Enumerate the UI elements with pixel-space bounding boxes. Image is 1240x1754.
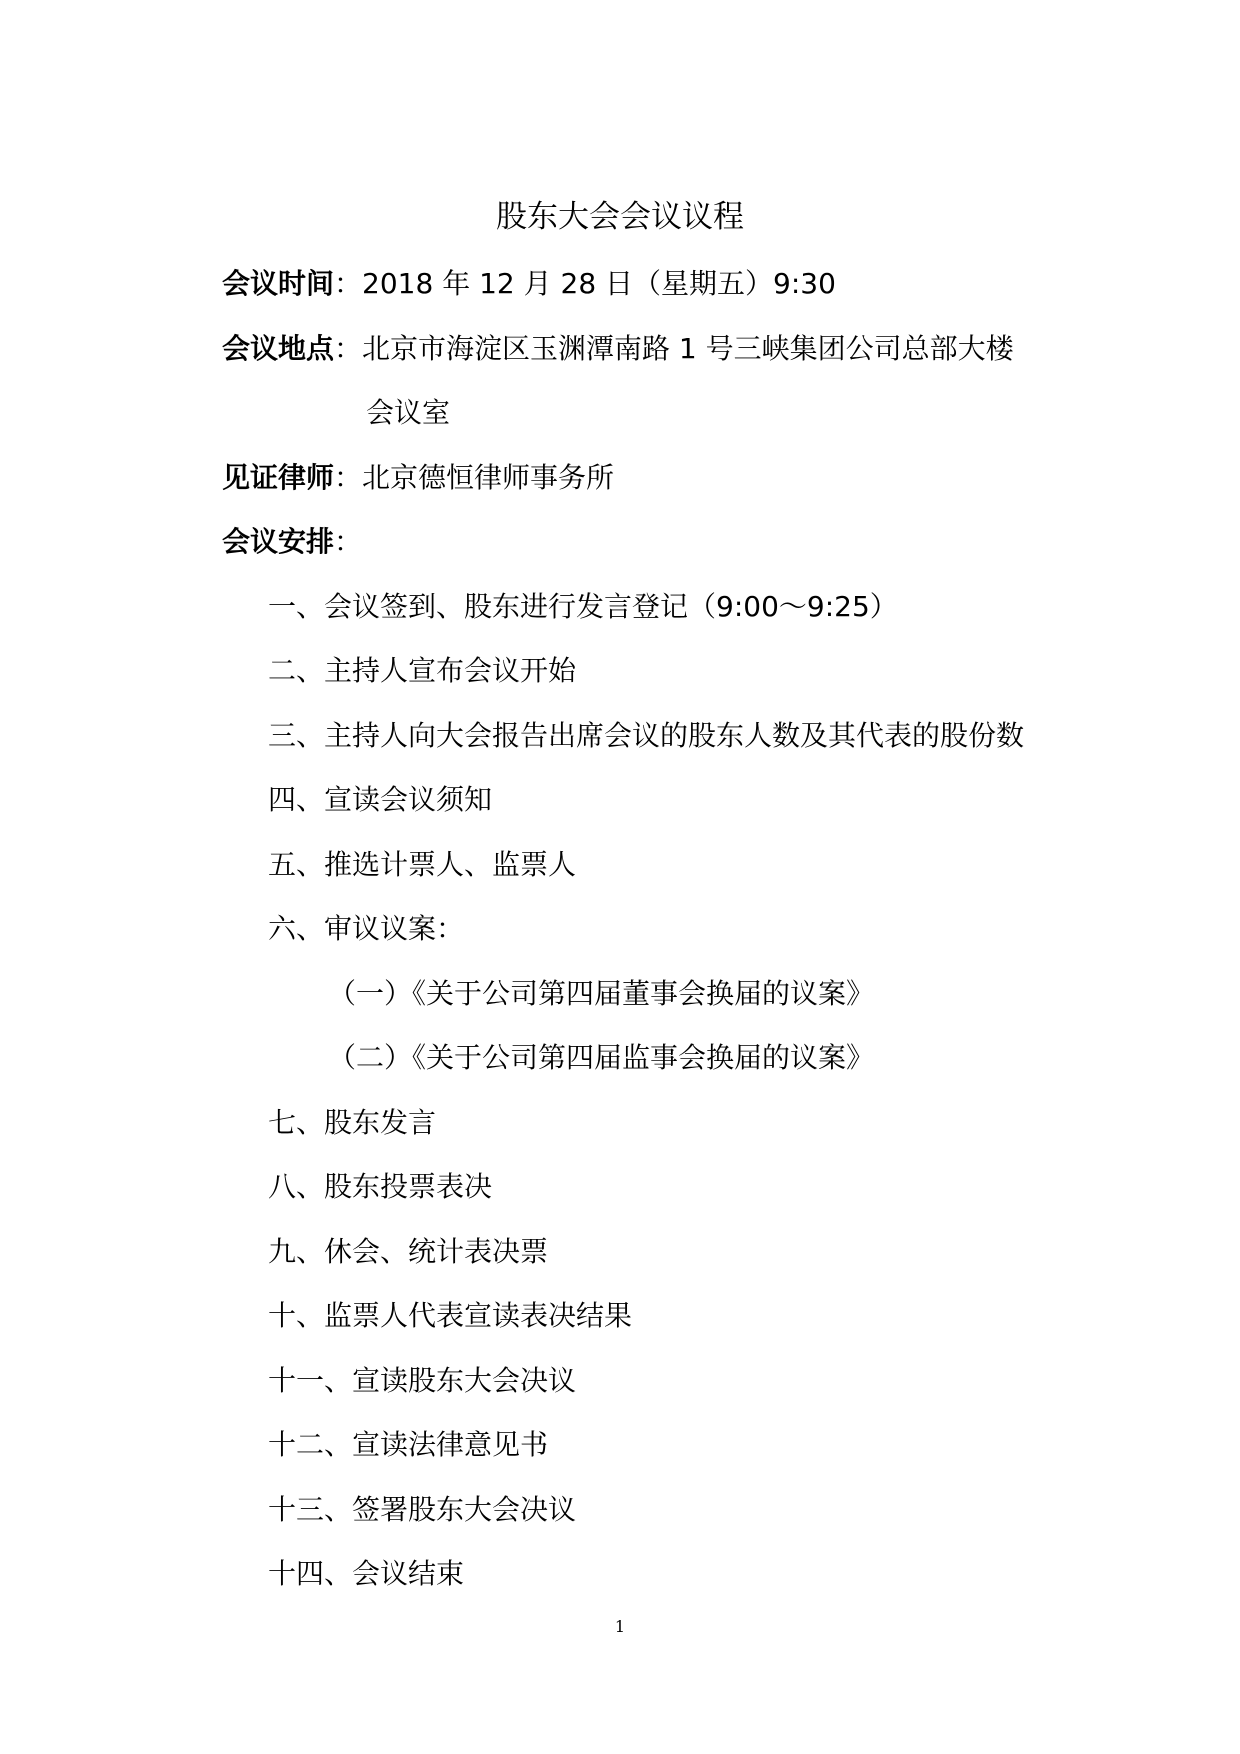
witness-lawyer-separator: ： <box>334 461 363 494</box>
agenda-item: 三、主持人向大会报告出席会议的股东人数及其代表的股份数 <box>268 719 1025 752</box>
agenda-item: 二、主持人宣布会议开始 <box>268 654 577 687</box>
witness-lawyer-row <box>222 458 614 498</box>
agenda-item: 九、休会、统计表决票 <box>268 1235 549 1268</box>
meeting-place-row <box>222 329 1014 369</box>
meeting-time-separator: ： <box>334 267 363 300</box>
meeting-place-value: 北京市海淀区玉渊潭南路 1 号三峡集团公司总部大楼 <box>362 332 1014 365</box>
meeting-place-continuation: 会议室 <box>366 396 451 429</box>
agenda-item: 十、监票人代表宣读表决结果 <box>268 1299 633 1332</box>
meeting-time-value: 2018 年 12 月 28 日（星期五）9:30 <box>362 267 836 300</box>
arrangement-label: 会议安排 <box>222 525 335 558</box>
agenda-item: 十二、宣读法律意见书 <box>268 1428 549 1461</box>
meeting-place-separator: ： <box>334 332 363 365</box>
meeting-time-row <box>222 264 836 304</box>
agenda-item: 一、会议签到、股东进行发言登记（9:00～9:25） <box>268 590 898 623</box>
agenda-item: 十四、会议结束 <box>268 1557 465 1590</box>
sub-agenda-item: （二）《关于公司第四届监事会换届的议案》 <box>328 1041 875 1074</box>
page-number: 1 <box>614 1617 626 1636</box>
witness-lawyer-label: 见证律师 <box>222 461 335 494</box>
agenda-item: 五、推选计票人、监票人 <box>268 848 577 881</box>
arrangement-row <box>222 522 362 562</box>
meeting-place-label: 会议地点 <box>222 332 335 365</box>
agenda-item: 七、股东发言 <box>268 1106 437 1139</box>
agenda-item: 八、股东投票表决 <box>268 1170 493 1203</box>
agenda-item: 十三、签署股东大会决议 <box>268 1493 577 1526</box>
agenda-item: 六、审议议案： <box>268 912 465 945</box>
meeting-time-label: 会议时间 <box>222 267 335 300</box>
sub-agenda-item: （一）《关于公司第四届董事会换届的议案》 <box>328 977 875 1010</box>
arrangement-separator: ： <box>334 525 363 558</box>
document-title: 股东大会会议议程 <box>496 199 744 235</box>
agenda-item: 十一、宣读股东大会决议 <box>268 1364 577 1397</box>
witness-lawyer-value: 北京德恒律师事务所 <box>362 461 615 494</box>
agenda-item: 四、宣读会议须知 <box>268 783 493 816</box>
